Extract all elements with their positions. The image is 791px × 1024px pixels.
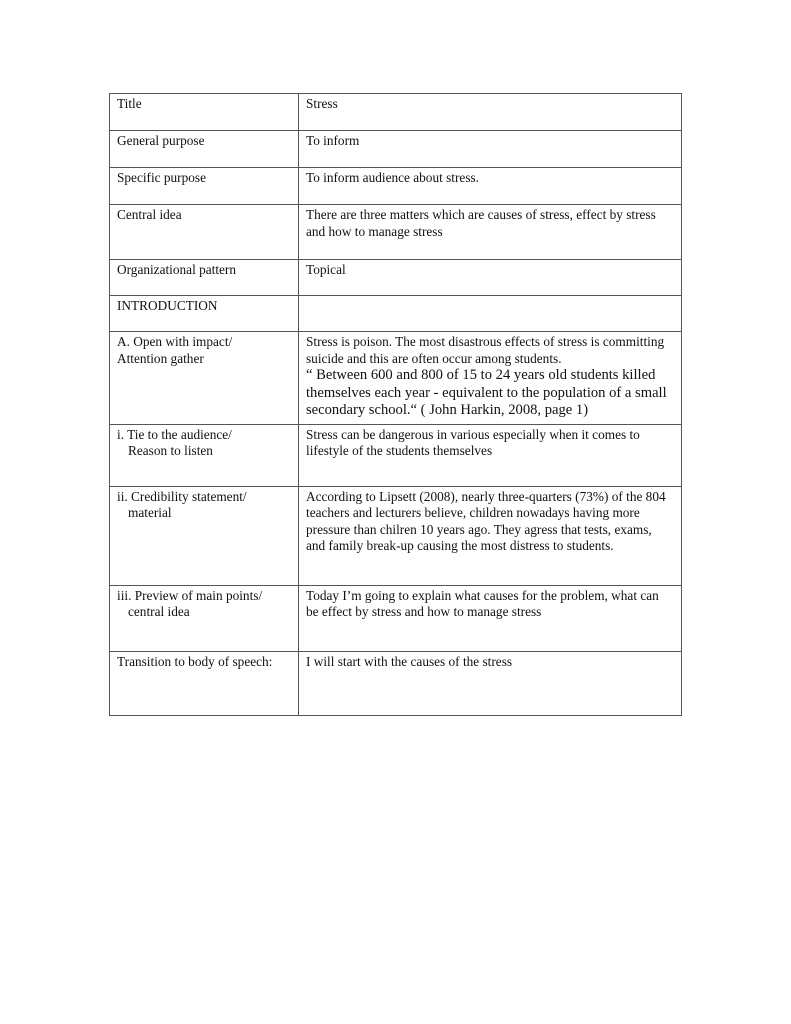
row-content: I will start with the causes of the stress (299, 651, 682, 715)
speech-outline-table (109, 93, 682, 716)
row-label: Title (110, 94, 299, 131)
row-content: Topical (299, 260, 682, 296)
label-line-2: Reason to listen (128, 443, 213, 458)
row-label: Specific purpose (110, 168, 299, 205)
table-row (110, 332, 682, 425)
row-content: Today I’m going to explain what causes for the problem, what can be effect by stress and how to manage stress (299, 585, 682, 651)
table-row (110, 168, 682, 205)
row-label (110, 424, 299, 486)
label-line-2: material (128, 505, 172, 520)
row-content: Stress can be dangerous in various especially when it comes to lifestyle of the students themselves (299, 424, 682, 486)
row-content: To inform (299, 131, 682, 168)
row-label (110, 585, 299, 651)
row-label: Organizational pattern (110, 260, 299, 296)
quote-text: “ Between 600 and 800 of 15 to 24 years old students killed themselves each year - equivalent to the population of a small secondary school.“ ( John Harkin, 2008, page 1) (306, 367, 667, 418)
table-row (110, 296, 682, 332)
label-line-2: Attention gather (117, 350, 204, 366)
content-text: Stress is poison. The most disastrous effects of stress is committing suicide and this are often occur among students. (306, 334, 665, 366)
table-row (110, 585, 682, 651)
section-heading: INTRODUCTION (110, 296, 299, 332)
row-label: General purpose (110, 131, 299, 168)
row-content (299, 296, 682, 332)
label-line-1: i. Tie to the audience/ (117, 426, 232, 442)
label-line-1: ii. Credibility statement/ (117, 488, 247, 504)
label-line-1: iii. Preview of main points/ (117, 587, 263, 603)
row-label (110, 486, 299, 585)
table-row (110, 651, 682, 715)
row-label: Transition to body of speech: (110, 651, 299, 715)
row-label: Central idea (110, 205, 299, 260)
row-content: To inform audience about stress. (299, 168, 682, 205)
row-label (110, 332, 299, 425)
row-content (299, 332, 682, 425)
table-row (110, 424, 682, 486)
row-content: Stress (299, 94, 682, 131)
table-row (110, 131, 682, 168)
row-content: There are three matters which are causes of stress, effect by stress and how to manage stress (299, 205, 682, 260)
label-line-2: central idea (128, 604, 190, 619)
table-row (110, 205, 682, 260)
row-content: According to Lipsett (2008), nearly three-quarters (73%) of the 804 teachers and lecturers believe, children nowadays having more pressure than chilren 10 years ago. They agress that tests, exams, and family break-up causing the most distress to students. (299, 486, 682, 585)
label-line-1: A. Open with impact/ (117, 334, 233, 349)
table-row (110, 94, 682, 131)
table-row (110, 486, 682, 585)
table-row (110, 260, 682, 296)
